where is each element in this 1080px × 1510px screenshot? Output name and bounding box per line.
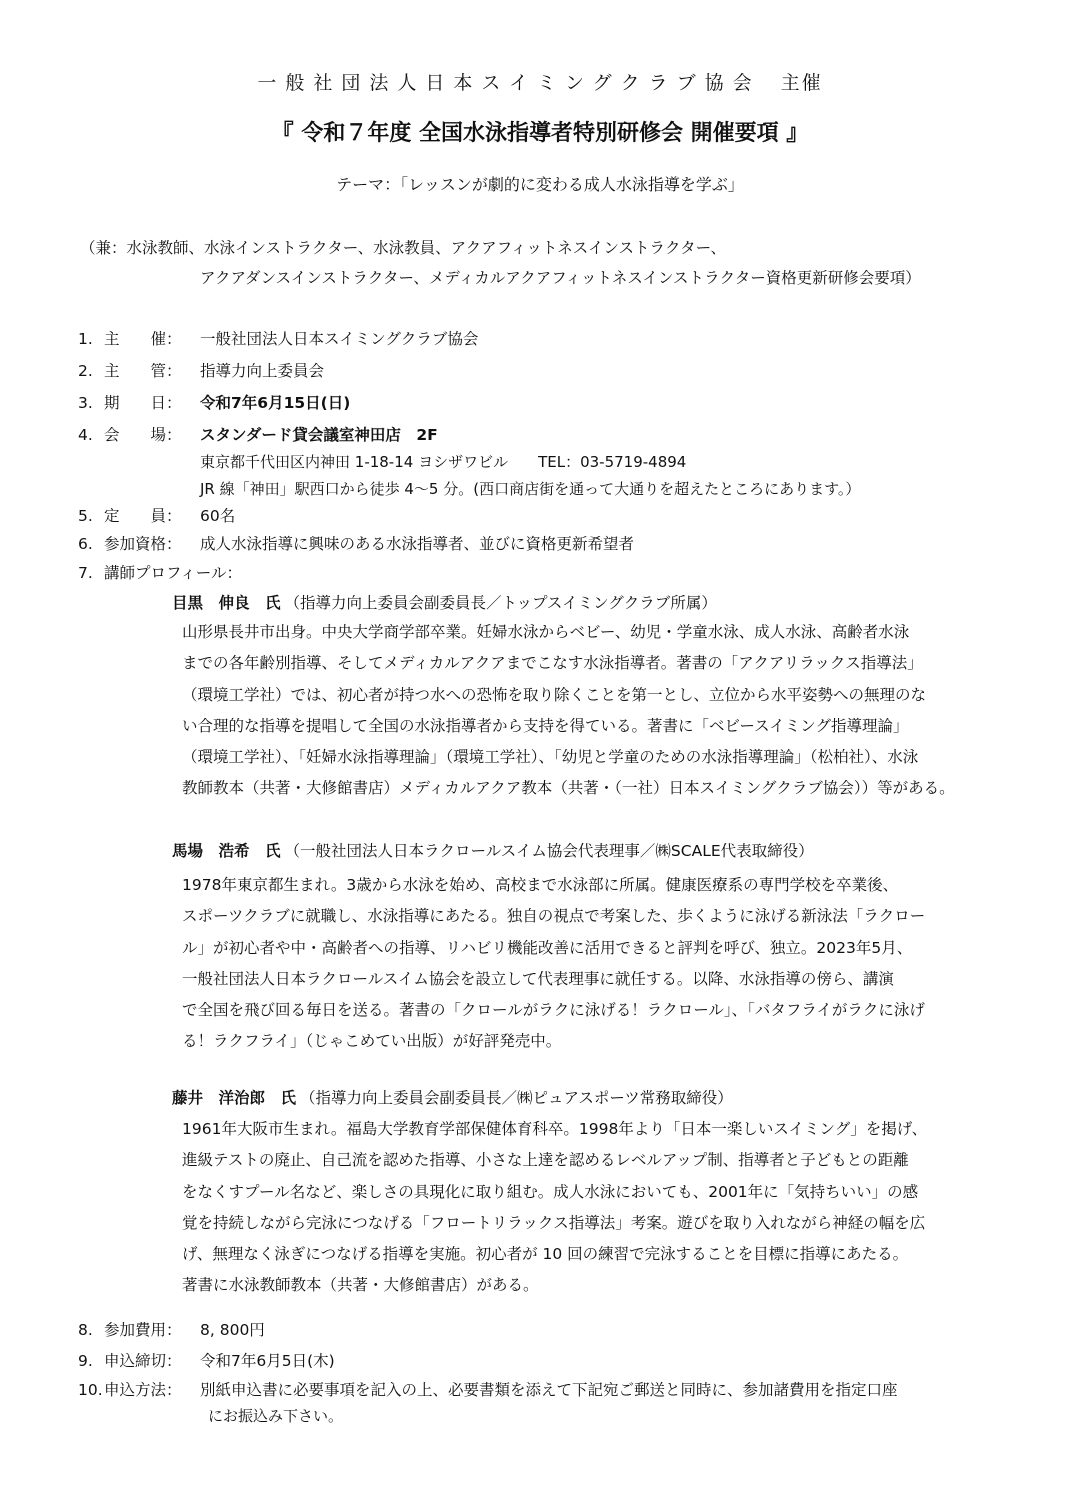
item-value: 別紙申込書に必要事項を記入の上、必要書類を添えて下記宛ご郵送と同時に、参加諸費用を指定口座 [200, 1381, 898, 1399]
item-value: 指導力向上委員会 [200, 362, 325, 380]
item-deadline: 9. 申込締切： 令和7年6月5日(木) [78, 1349, 335, 1371]
lecturer-name: 馬場 浩希 氏 [172, 842, 281, 860]
lecturer-bio: 山形県長井市出身。中央大学商学部卒業。妊婦水泳からベビー、幼児・学童水泳、成人水泳、高齢者水泳 までの各年齢別指導、そしてメディカルアクアまでこなす水泳指導者。著書の「アクアリラックス指導法」 （環境工学社）では、初心者が持つ水への恐怖を取り除くことを第一とし、立位から水平姿勢への無理のな い合理的な指導を提唱して全国の水泳指導者から支持を得ている。著書に「ベビースイミング指導理論」 （環境工学社）、「妊婦水泳指導理論」（環境工学社）、「幼児と学童のための水泳指導理論」（松柏社）、水泳 教師教本（共著・大修館書店）メディカルアクア教本（共著・（一社）日本スイミングクラブ協会））等がある。 [182, 623, 955, 798]
item-label: 申込締切： [104, 1352, 182, 1370]
lecturer-bio: 1961年大阪市生まれ。福島大学教育学部保健体育科卒。1998年より「日本一楽しいスイミング」を掲げ、 進級テストの廃止、自己流を認めた指導、小さな上達を認めるレベルアップ制、指導者と子どもとの距離 をなくすプール名など、楽しさの具現化に取り組む。成人水泳においても、2001年に「気持ちいい」の感 覚を持続しながら完泳につなげる「フロートリラックス指導法」考案。遊びを取り入れながら神経の幅を広 げ、無理なく泳ぎにつなげる指導を実施。初心者が 10 回の練習で完泳することを目標に指導にあたる。 著書に水泳教師教本（共著・大修館書店）がある。 [182, 1120, 928, 1295]
lecturer-name: 藤井 洋治郎 氏 [172, 1089, 297, 1107]
lecturer-role: （指導力向上委員会副委員長／㈱ピュアスポーツ常務取締役） [300, 1089, 733, 1107]
item-venue: 4. 会 場： スタンダード貸会議室神田店 2F [78, 423, 438, 445]
lecturer-role: （指導力向上委員会副委員長／トップスイミングクラブ所属） [284, 594, 717, 612]
item-value: 60名 [200, 507, 236, 525]
item-value: 令和7年6月5日(木) [200, 1352, 335, 1370]
organizer-suffix: 主催 [780, 72, 823, 94]
item-label: 参加費用： [104, 1321, 182, 1339]
also-qualification-line-1: （兼：水泳教師、水泳インストラクター、水泳教員、アクアフィットネスインストラクター、 [80, 239, 727, 257]
venue-name: スタンダード貸会議室神田店 2F [200, 426, 438, 444]
item-label: 講師プロフィール： [104, 564, 242, 582]
item-label: 主 管： [104, 362, 182, 380]
document-title: 『 令和７年度 全国水泳指導者特別研修会 開催要項 』 [271, 121, 809, 146]
item-capacity: 5. 定 員： 60名 [78, 504, 235, 526]
item-fee: 8. 参加費用： 8, 800円 [78, 1318, 265, 1340]
item-date: 3. 期 日： 令和7年6月15日(日) [78, 391, 350, 413]
item-value: 一般社団法人日本スイミングクラブ協会 [200, 330, 479, 348]
lecturer-name: 目黒 伸良 氏 [172, 594, 281, 612]
lecturer-role: （一般社団法人日本ラクロールスイム協会代表理事／㈱SCALE代表取締役） [284, 842, 814, 860]
method-continuation: にお振込み下さい。 [208, 1407, 344, 1425]
item-eligibility: 6. 参加資格： 成人水泳指導に興味のある水泳指導者、並びに資格更新希望者 [78, 532, 634, 554]
item-label: 申込方法： [104, 1381, 182, 1399]
item-label: 会 場： [104, 426, 182, 444]
item-host: 1. 主 催： 一般社団法人日本スイミングクラブ協会 [78, 327, 478, 349]
item-label: 主 催： [104, 330, 182, 348]
lecturer-heading [172, 1086, 733, 1108]
item-value: 8, 800円 [200, 1321, 265, 1339]
item-profile: 7. 講師プロフィール： [78, 564, 242, 582]
item-label: 期 日： [104, 394, 182, 412]
venue-address: 東京都千代田区内神田 1-18-14 ヨシザワビル TEL：03-5719-4894 [200, 453, 687, 471]
lecturer-bio: 1978年東京都生まれ。3歳から水泳を始め、高校まで水泳部に所属。健康医療系の専門学校を卒業後、 スポーツクラブに就職し、水泳指導にあたる。独自の視点で考案した、歩くように泳げる新泳法「ラクロー ル」が初心者や中・高齢者への指導、リハビリ機能改善に活用できると評判を呼び、独立。2023年5月、 一般社団法人日本ラクロールスイム協会を設立して代表理事に就任する。以降、水泳指導の傍ら、講演 で全国を飛び回る毎日を送る。著書の「クロールがラクに泳げる！ラクロール」、「バタフライがラクに泳げ る！ラクフライ」（じゃこめてい出版）が好評発売中。 [182, 876, 926, 1051]
item-manage: 2. 主 管： 指導力向上委員会 [78, 359, 324, 381]
organizer-line [0, 68, 1080, 95]
lecturer-heading [172, 839, 814, 861]
item-value: 令和7年6月15日(日) [200, 394, 351, 412]
lecturer-heading [172, 591, 717, 613]
organizer-name: 一般社団法人日本スイミングクラブ協会 [257, 72, 761, 94]
item-label: 参加資格： [104, 535, 182, 553]
also-qualification-line-2: アクアダンスインストラクター、メディカルアクアフィットネスインストラクター資格更新研修会要項） [200, 269, 921, 287]
item-value: 成人水泳指導に興味のある水泳指導者、並びに資格更新希望者 [200, 535, 635, 553]
venue-access: JR 線「神田」駅西口から徒歩 4～5 分。(西口商店街を通って大通りを超えたところにあります。） [200, 480, 861, 498]
item-method: 10.申込方法： 別紙申込書に必要事項を記入の上、必要書類を添えて下記宛ご郵送と同時に、参加諸費用を指定口座 [78, 1378, 898, 1400]
item-label: 定 員： [104, 507, 182, 525]
document-theme: テーマ：「レッスンが劇的に変わる成人水泳指導を学ぶ」 [336, 175, 744, 194]
